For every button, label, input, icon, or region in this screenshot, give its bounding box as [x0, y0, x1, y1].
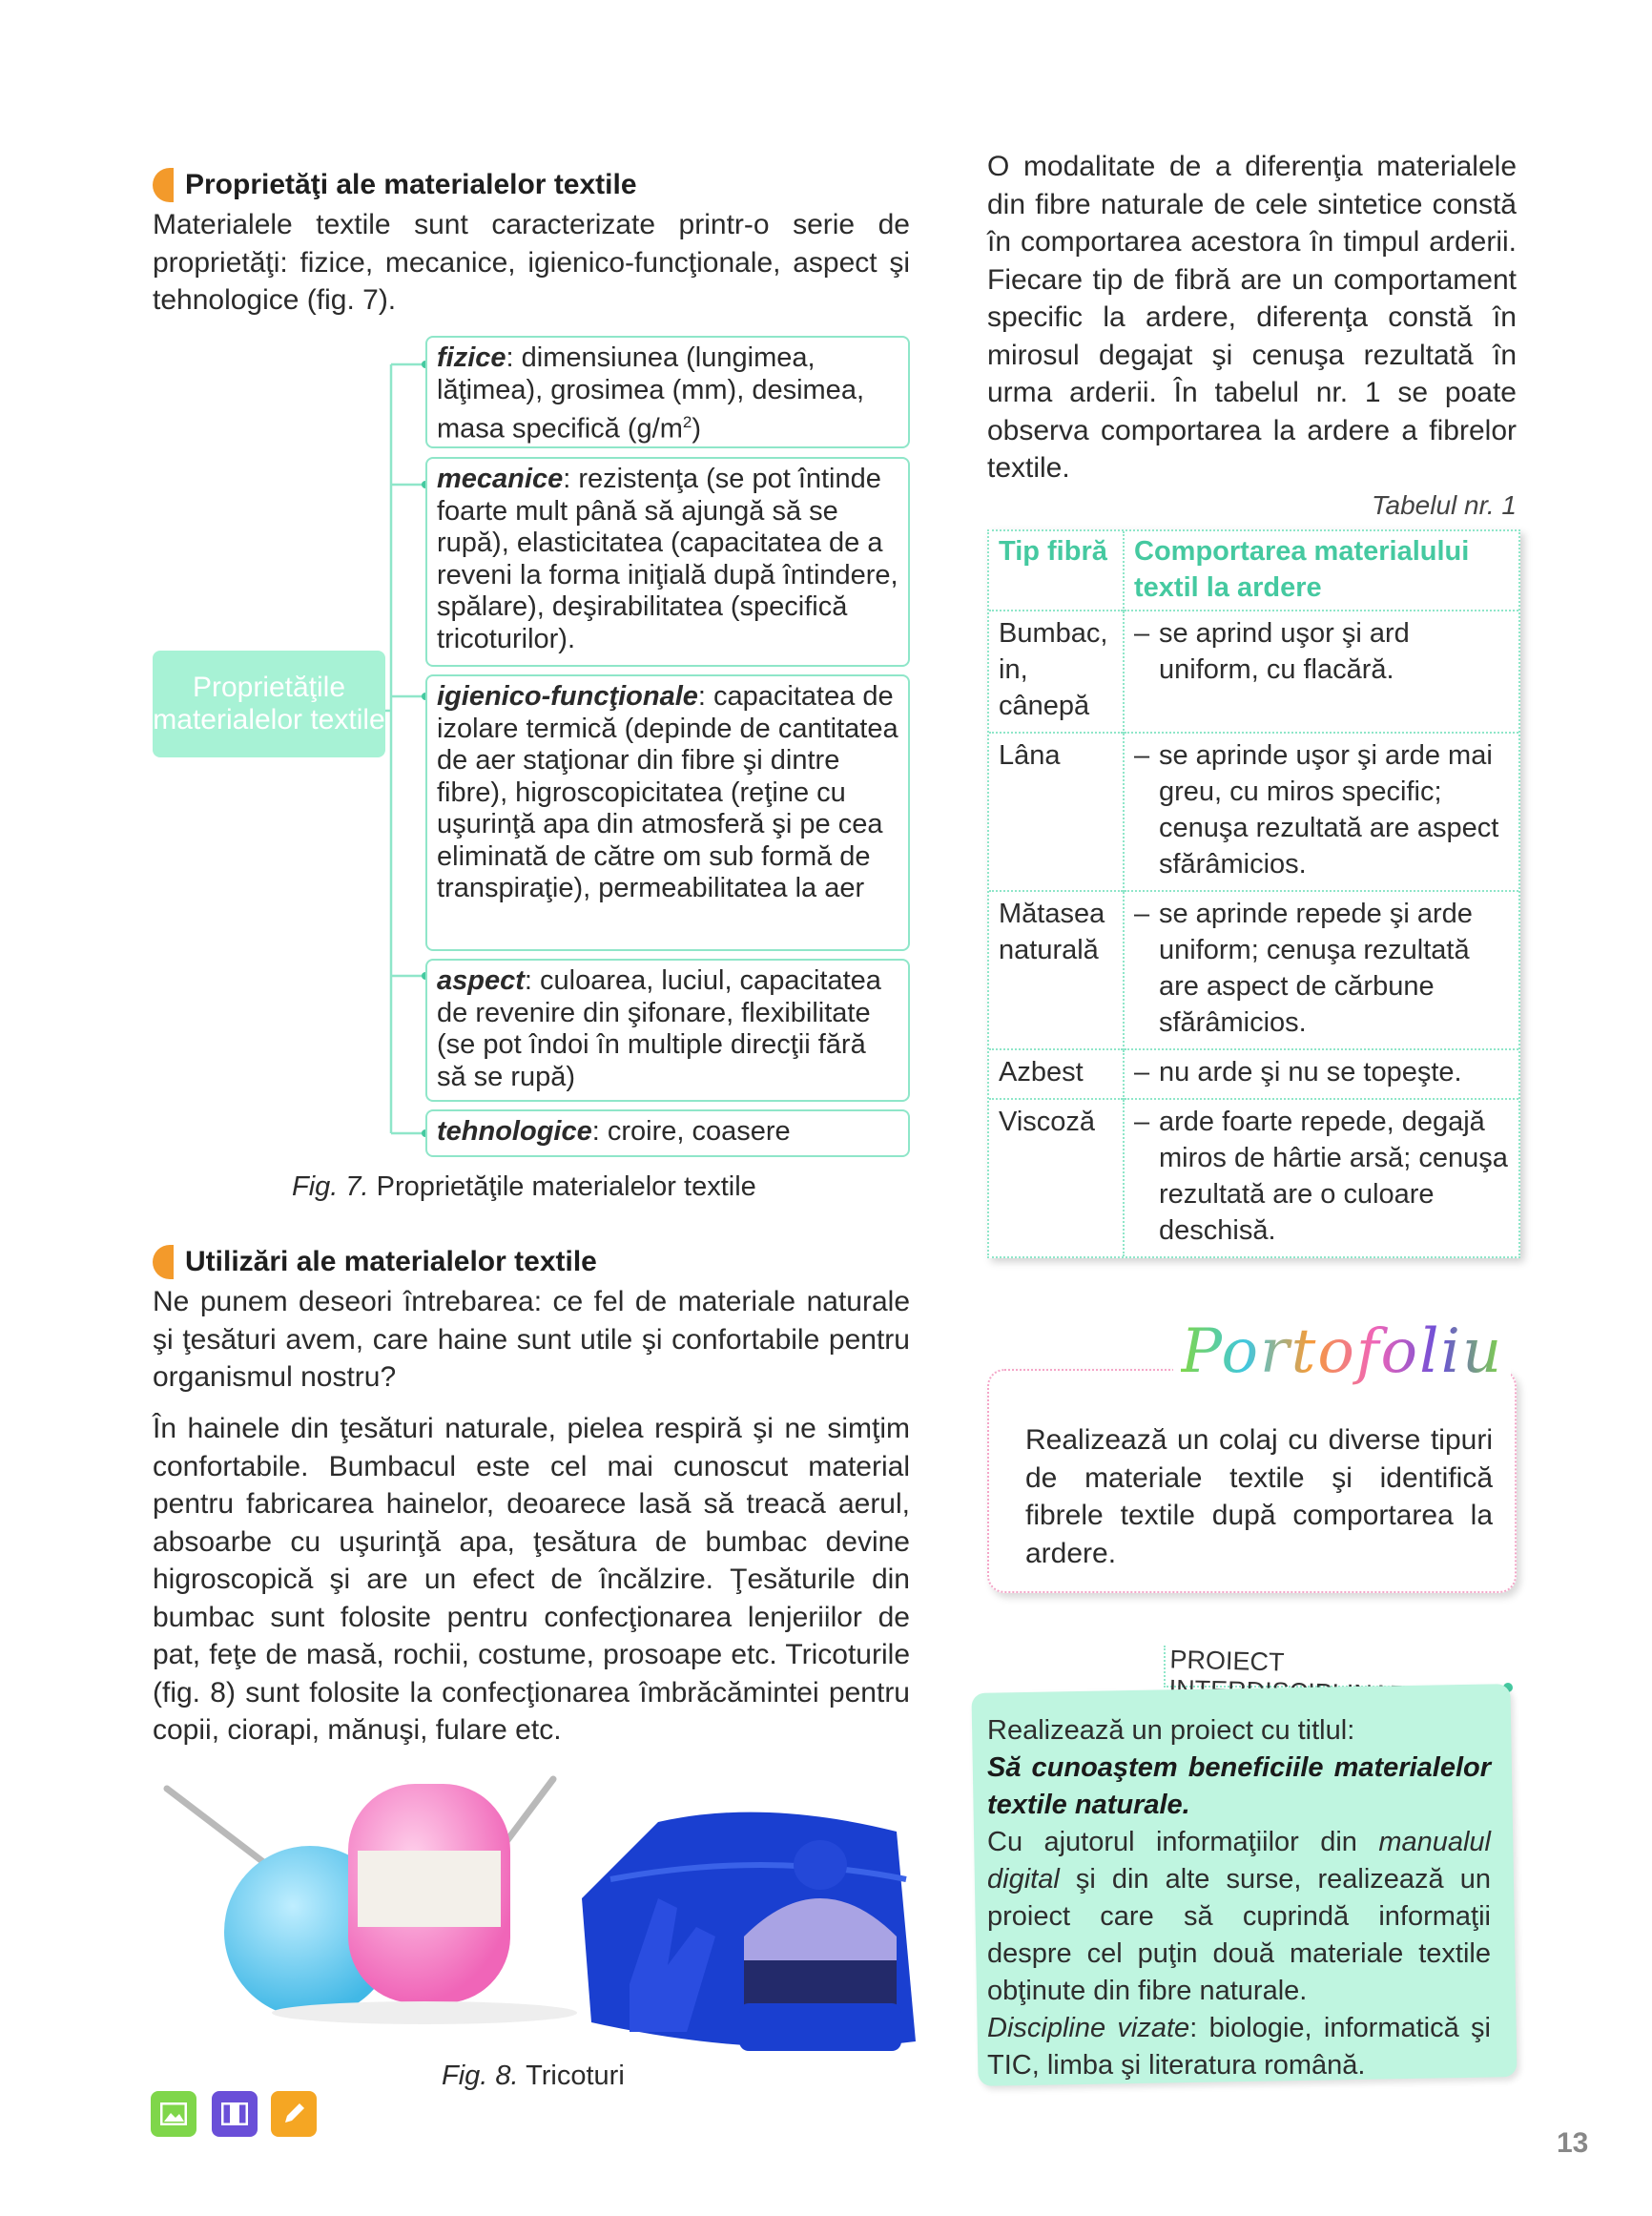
- table-row: Mătasea naturală – se aprinde repede şi arde uniform; cenuşa rezultată are aspect de cărbune sfărâmicios.: [989, 891, 1518, 1049]
- figure8-caption: Fig. 8. Tricoturi: [442, 2061, 625, 2091]
- burning-table: [987, 529, 1520, 1258]
- project-content: Realizează un proiect cu titlul: Să cunoaştem beneficiile materialelor textile naturale. Cu ajutorul informaţiilor din manualul digital şi din alte surse, realizează un proiect care să cuprindă informaţii despre cel puţin două materiale textile obţinute din fibre naturale. Discipline vizate: biologie, informatică şi TIC, limba şi literatura română.: [987, 1715, 1491, 2081]
- heading-marker-icon: [153, 1245, 174, 1279]
- table-row: Lâna – se aprinde uşor şi arde mai greu, cu miros specific; cenuşa rezultată are aspect sfărâmicios.: [989, 733, 1518, 891]
- diagram-item-tehnologice: tehnologice: croire, coasere: [425, 1109, 910, 1157]
- knitted-scarf-gloves-hat-image: [572, 1793, 944, 2080]
- properties-intro: Materialele textile sunt caracterizate printr-o serie de proprietăţi: fizice, mecanice, igienico-funcţionale, aspect şi tehnologice (fig. 7).: [153, 209, 910, 316]
- project-tab: PROIECT: [1164, 1646, 1507, 1688]
- diagram-item-aspect: aspect: culoarea, luciul, capacitatea de revenire din şifonare, flexibilitate (se pot îndoi în multiple direcţii fără să se rupă): [425, 959, 910, 1102]
- burning-intro: O modalitate de a diferenţia materialele din fibre naturale de cele sintetice constă în comportarea acestora în timpul arderii. Fiecare tip de fibră are un comportament specific la ardere, diferenţa constă în mirosul degajat şi cenuşa rezultată în urma arderii. În tabelul nr. 1 se poate observa comportarea la ardere a fibrelor textile.: [987, 151, 1517, 484]
- diagram-item-igienico: igienico-funcţionale: capacitatea de izolare termică (depinde de cantitatea de aer staţionar din fibre şi dintre fibre), higroscopicitatea (reţine cu uşurinţă apa din atmosferă şi pe cea eliminată de către om sub formă de transpiraţie), permeabilitatea la aer: [425, 674, 910, 951]
- table-header-fiber: Tip fibră: [989, 531, 1124, 611]
- page-number: 13: [1557, 2127, 1589, 2159]
- table-row: Bumbac, in, cânepă – se aprind uşor şi ard uniform, cu flacără.: [989, 611, 1518, 733]
- portofoliu-text: Realizează un colaj cu diverse tipuri de materiale textile şi identifică fibrele textile după comportarea la ardere.: [1025, 1424, 1493, 1569]
- diagram-hub: Proprietăţile materialelor textile: [153, 651, 385, 757]
- diagram-item-fizice: fizice: dimensiunea (lungimea, lăţimea), grosimea (mm), desimea, masa specifică $(g/m^2)$: [425, 336, 910, 448]
- table-header-row: [989, 531, 1518, 611]
- diagram-item-mecanice: mecanice: rezistenţa (se pot întinde foarte mult până să ajungă să se rupă), elasticitatea (capacitatea de a reveni la forma iniţială după întindere, spălare), deşirabilitatea (specifică tricoturilor).: [425, 457, 910, 667]
- image-icon[interactable]: [151, 2091, 196, 2137]
- table-row: Azbest – nu arde şi nu se topeşte.: [989, 1049, 1518, 1099]
- yarn-balls-image: [148, 1755, 634, 2041]
- uses-paragraph-1: Ne punem deseori întrebarea: ce fel de materiale naturale şi ţesături avem, care haine sunt utile şi confortabile pentru organismul nostru?: [153, 1286, 910, 1393]
- section-heading-uses: Utilizări ale materialelor textile: [153, 1245, 597, 1279]
- table-header-behavior: Comportarea materialului textil la ardere: [1134, 536, 1470, 603]
- video-icon[interactable]: [212, 2091, 258, 2137]
- portofoliu-title: Portofoliu: [1173, 1316, 1511, 1387]
- section-heading-properties: Proprietăţi ale materialelor textile: [153, 168, 637, 202]
- pencil-icon[interactable]: [271, 2091, 317, 2137]
- table-label: Tabelul nr. 1: [1371, 490, 1517, 520]
- uses-paragraph-2: În hainele din ţesături naturale, pielea respiră şi ne simţim confortabile. Bumbacul este cel mai cunoscut material pentru fabricarea hainelor, deoarece lasă să treacă aerul, absoarbe cu uşurinţă apa, ţesătura de bumbac devine higroscopică şi are un efect de încălzire. Ţesăturile din bumbac sunt folosite pentru confecţionarea lenjeriilor de pat, feţe de masă, rochii, costume, prosoape etc. Tricoturile (fig. 8) sunt folosite la confecţionarea îmbrăcămintei pentru copii, ciorapi, mănuşi, fulare etc.: [153, 1413, 910, 1746]
- table-row: Viscoză – arde foarte repede, degajă miros de hârtie arsă; cenuşa rezultată are o culoare deschisă.: [989, 1099, 1518, 1256]
- figure7-caption: Fig. 7. Proprietăţile materialelor textile: [292, 1171, 756, 1202]
